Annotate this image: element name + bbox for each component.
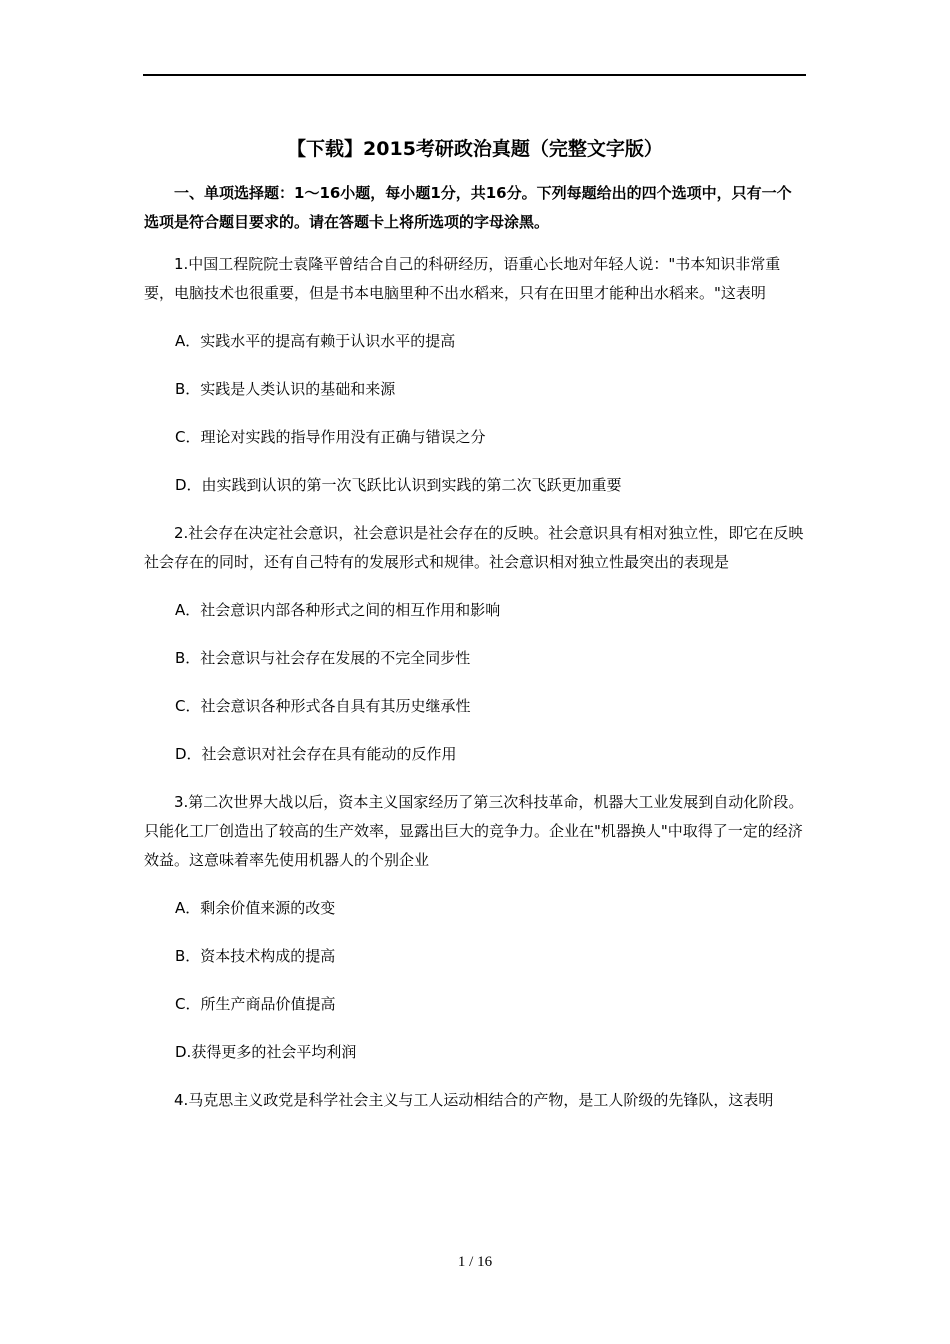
- option-d: D．社会意识对社会存在具有能动的反作用: [175, 745, 457, 763]
- option-a: A．社会意识内部各种形式之间的相互作用和影响: [175, 601, 501, 619]
- header-rule: [143, 74, 806, 76]
- document-title: 【下载】2015考研政治真题（完整文字版）: [287, 138, 663, 160]
- question-1: [144, 250, 806, 500]
- option-d: D．由实践到认识的第一次飞跃比认识到实践的第二次飞跃更加重要: [175, 476, 622, 494]
- question-stem: 2.社会存在决定社会意识，社会意识是社会存在的反映。社会意识具有相对独立性，即它在反映社会存在的同时，还有自己特有的发展形式和规律。社会意识相对独立性最突出的表现是: [144, 524, 804, 571]
- question-3: [144, 788, 806, 1067]
- question-2: [144, 519, 806, 769]
- question-stem: 4.马克思主义政党是科学社会主义与工人运动相结合的产物，是工人阶级的先锋队，这表明: [174, 1091, 774, 1109]
- question-stem: 3.第二次世界大战以后，资本主义国家经历了第三次科技革命，机器大工业发展到自动化阶段。只能化工厂创造出了较高的生产效率，显露出巨大的竞争力。企业在"机器换人"中取得了一定的经济效益。这意味着率先使用机器人的个别企业: [144, 793, 804, 869]
- option-b: B．社会意识与社会存在发展的不完全同步性: [175, 649, 471, 667]
- option-b: B．实践是人类认识的基础和来源: [175, 380, 396, 398]
- document-body: [144, 130, 806, 1115]
- question-stem: 1.中国工程院院士袁隆平曾结合自己的科研经历，语重心长地对年轻人说："书本知识非常重要，电脑技术也很重要，但是书本电脑里种不出水稻来，只有在田里才能种出水稻来。"这表明: [144, 255, 781, 302]
- section-instructions: 一、单项选择题：1～16小题，每小题1分，共16分。下列每题给出的四个选项中，只有一个选项是符合题目要求的。请在答题卡上将所选项的字母涂黑。: [144, 184, 792, 231]
- option-b: B．资本技术构成的提高: [175, 947, 336, 965]
- option-c: C．理论对实践的指导作用没有正确与错误之分: [175, 428, 486, 446]
- option-a: A．剩余价值来源的改变: [175, 899, 336, 917]
- question-4: [144, 1086, 806, 1115]
- option-c: C．社会意识各种形式各自具有其历史继承性: [175, 697, 471, 715]
- option-d: D.获得更多的社会平均利润: [175, 1043, 357, 1061]
- option-c: C．所生产商品价值提高: [175, 995, 336, 1013]
- option-a: A．实践水平的提高有赖于认识水平的提高: [175, 332, 456, 350]
- page-number: 1 / 16: [457, 1254, 493, 1270]
